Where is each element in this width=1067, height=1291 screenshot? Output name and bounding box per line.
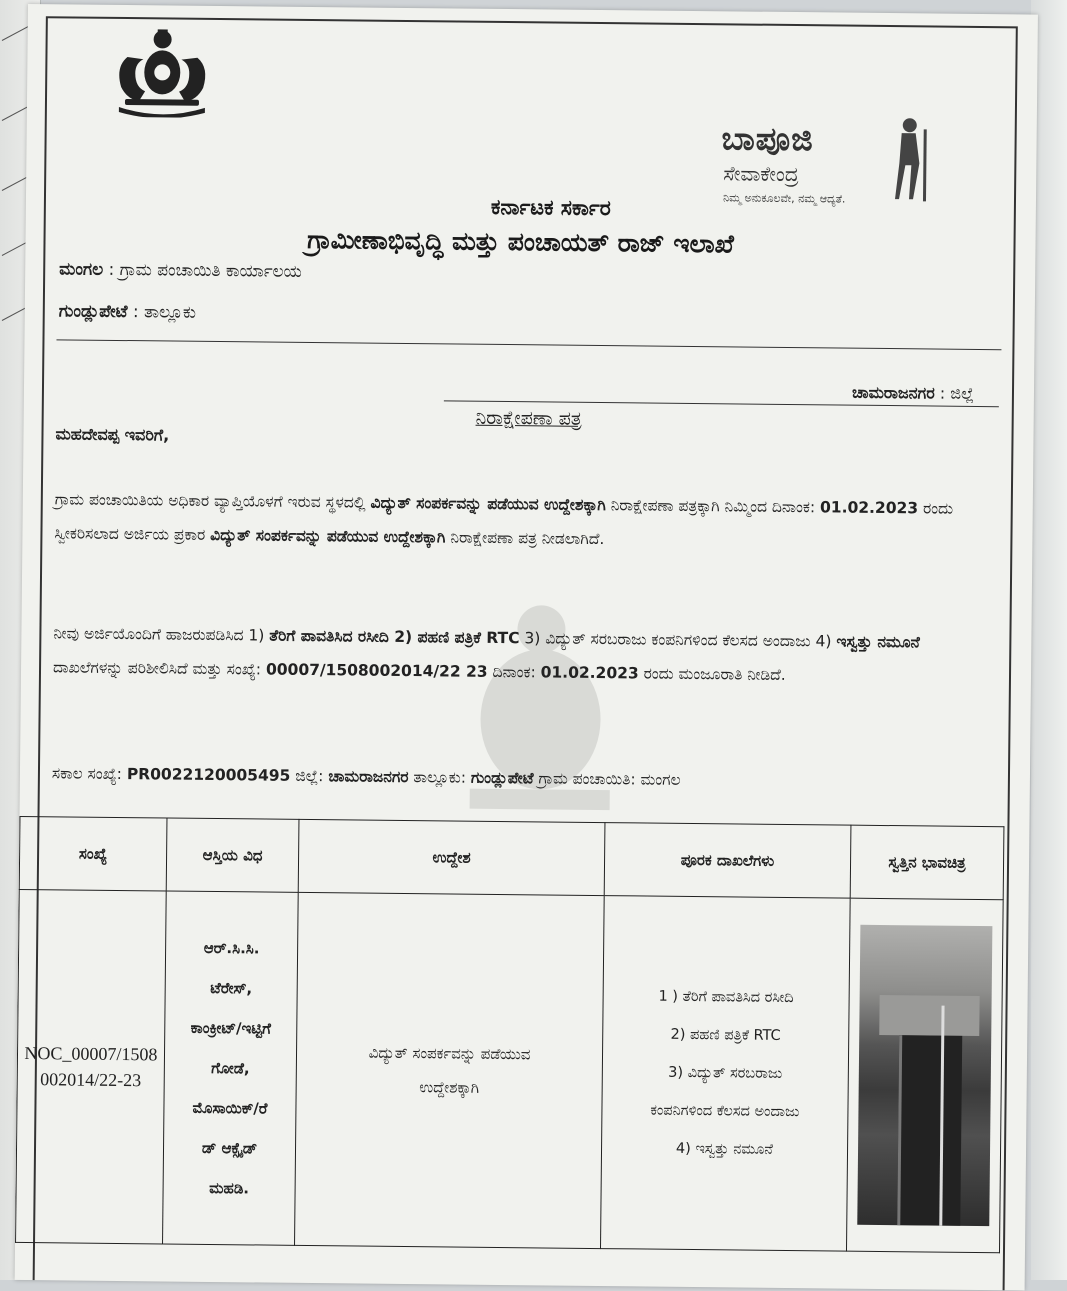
office-suffix: : ಗ್ರಾಮ ಪಂಚಾಯಿತಿ ಕಾರ್ಯಾಲಯ (103, 259, 302, 282)
property-photo (857, 925, 992, 1226)
property-table (15, 816, 1004, 1253)
gp-label: ಗ್ರಾಮ ಪಂಚಾಯಿತಿ: (533, 769, 641, 789)
taluk-suffix: : ತಾಲ್ಲೂಕು (127, 302, 197, 323)
government-title: ಕರ್ನಾಟಕ ಸರ್ಕಾರ (490, 194, 611, 221)
header-purpose: ಉದ್ದೇಶ (298, 819, 604, 895)
taluk-label: ತಾಲ್ಲೂಕು: (408, 768, 472, 787)
district-value: ಚಾಮರಾಜನಗರ (328, 767, 409, 787)
logo-name: ಬಾಪೂಜಿ (721, 119, 814, 159)
office-line (59, 259, 302, 282)
cell-number: NOC_00007/1508002014/22-23 (16, 889, 167, 1244)
district-suffix: : ಜಿಲ್ಲೆ (934, 383, 975, 403)
salutation: ಮಹದೇವಪ್ಪ ಇವರಿಗೆ, (55, 424, 170, 445)
document-item: 2) ಪಹಣಿ ಪತ್ರಿಕೆ RTC (670, 1026, 781, 1044)
department-title: ಗ್ರಾಮೀಣಾಭಿವೃದ್ಧಿ ಮತ್ತು ಪಂಚಾಯತ್ ರಾಜ್ ಇಲಾಖೆ (307, 224, 734, 259)
para2-docs-bold: ತೆರಿಗೆ ಪಾವತಿಸಿದ ರಸೀದಿ 2) ಪಹಣಿ ಪತ್ರಿಕೆ RTC (269, 626, 520, 648)
gandhi-figure-icon (871, 113, 942, 204)
property-line: ಕಾಂಕ್ರೀಟ್/ಇಟ್ಟಿಗೆ (190, 1018, 271, 1038)
para2-eswathu: ಇಸ್ವತ್ತು ನಮೂನೆ (836, 632, 920, 652)
para2-text-a: ನೀವು ಅರ್ಜಿಯೊಂದಿಗೆ ಹಾಜರುಪಡಿಸಿದ 1) (53, 624, 270, 645)
property-line: ಟೆರೇಸ್, (210, 978, 253, 998)
purpose-line: ಉದ್ದೇಶಕ್ಕಾಗಿ (419, 1078, 480, 1097)
para1-text-c: ನಿರಾಕ್ಷೇಪಣಾ ಪತ್ರಕ್ಕಾಗಿ ನಿಮ್ಮಿಂದ ದಿನಾಂಕ: (605, 496, 821, 517)
para1-date: 01.02.2023 (819, 498, 919, 518)
property-line: ಡ್ ಆಕ್ಸೈಡ್ (201, 1138, 258, 1158)
para2-number: 00007/1508002014/22 23 (265, 660, 488, 681)
cell-property-type (162, 891, 298, 1245)
header-property-type: ಆಸ್ತಿಯ ವಿಧ (166, 818, 299, 892)
para2-text-g: ರಂದು ಮಂಜೂರಾತಿ ನೀಡಿದೆ. (638, 664, 786, 684)
document-item: 3) ವಿದ್ಯುತ್ ಸರಬರಾಜು (668, 1064, 783, 1082)
para1-purpose-2: ವಿದ್ಯುತ್ ಸಂಪರ್ಕವನ್ನು ಪಡೆಯುವ ಉದ್ದೇಶಕ್ಕಾಗಿ (210, 525, 446, 547)
taluk-line (59, 301, 196, 322)
taluk-value: ಗುಂಡ್ಲುಪೇಟೆ (470, 768, 534, 788)
para1-purpose: ವಿದ್ಯುತ್ ಸಂಪರ್ಕವನ್ನು ಪಡೆಯುವ ಉದ್ದೇಶಕ್ಕಾಗಿ (370, 493, 606, 515)
cell-documents (600, 896, 850, 1252)
property-line: ಮಹಡಿ. (209, 1178, 250, 1198)
logo-tagline: ನಿಮ್ಮ ಅನುಕೂಲವೇ, ನಮ್ಮ ಆದ್ಯತೆ. (722, 191, 846, 206)
taluk-name: ಗುಂಡ್ಲುಪೇಟೆ (58, 301, 128, 323)
karnataka-emblem-icon (107, 27, 218, 118)
table-header-row (19, 816, 1004, 899)
district-line (852, 383, 974, 404)
district-label: ಜಿಲ್ಲೆ: (290, 766, 329, 786)
purpose-line: ವಿದ್ಯುತ್ ಸಂಪರ್ಕವನ್ನು ಪಡೆಯುವ (368, 1043, 531, 1064)
document-item: 4) ಇಸ್ವತ್ತು ನಮೂನೆ (675, 1140, 774, 1158)
header-documents: ಪೂರಕ ದಾಖಲೆಗಳು (604, 823, 851, 899)
para2-text-c: 3) ವಿದ್ಯುತ್ ಸರಬರಾಜು ಕಂಪನಿಗಳಿಂದ ಕೆಲಸದ ಅಂದಾಜು 4) (519, 629, 837, 651)
para1-text-f: ನಿರಾಕ್ಷೇಪಣಾ ಪತ್ರ ನೀಡಲಾಗಿದೆ. (445, 528, 605, 549)
document-item: 1 ) ತೆರಿಗೆ ಪಾವತಿಸಿದ ರಸೀದಿ (658, 988, 794, 1007)
header-number: ಸಂಖ್ಯೆ (19, 816, 167, 891)
gp-value: ಮಂಗಲ (640, 770, 681, 789)
document-item: ಕಂಪನಿಗಳಿಂದ ಕೆಲಸದ ಅಂದಾಜು (650, 1102, 800, 1121)
paragraph-documents (53, 616, 989, 694)
property-line: ಆರ್.ಸಿ.ಸಿ. (203, 938, 260, 958)
cell-purpose (295, 892, 604, 1248)
para2-text-f: ದಿನಾಂಕ: (487, 662, 541, 682)
cell-photo (847, 898, 1004, 1253)
property-line: ಮೊಸಾಯಿಕ್/ರೆ (192, 1098, 268, 1118)
logo-subtitle: ಸೇವಾಕೇಂದ್ರ (723, 161, 799, 187)
document-title: ನಿರಾಕ್ಷೇಪಣಾ ಪತ್ರ (475, 406, 582, 430)
document-sheet (15, 4, 1038, 1291)
para2-text-e: ದಾಖಲೆಗಳನ್ನು ಪರಿಶೀಲಿಸಿದೆ ಮತ್ತು ಸಂಖ್ಯೆ: (52, 658, 267, 679)
district-name: ಚಾಮರಾಜನಗರ (851, 382, 935, 403)
adjacent-page-right (1031, 0, 1067, 1280)
para2-date: 01.02.2023 (540, 663, 639, 683)
table-row (16, 889, 1004, 1252)
paragraph-application (54, 482, 990, 560)
office-name: ಮಂಗಲ (59, 259, 104, 280)
para1-text-a: ಗ್ರಾಮ ಪಂಚಾಯಿತಿಯ ಅಧಿಕಾರ ವ್ಯಾಪ್ತಿಯೊಳಗೆ ಇರುವ ಸ್ಥಳದಲ್ಲಿ (54, 490, 371, 512)
para1-text-d: ರಂದು ಸ್ವೀಕರಿಸಲಾದ ಅರ್ಜಿಯ ಪ್ರಕಾರ (54, 499, 954, 544)
sakala-label: ಸಕಾಲ ಸಂಖ್ಯೆ: (51, 764, 127, 784)
sakala-number: PR0022120005495 (126, 765, 291, 785)
property-line: ಗೋಡೆ, (211, 1058, 250, 1078)
header-photo: ಸ್ವತ್ತಿನ ಭಾವಚಿತ್ರ (850, 825, 1004, 900)
